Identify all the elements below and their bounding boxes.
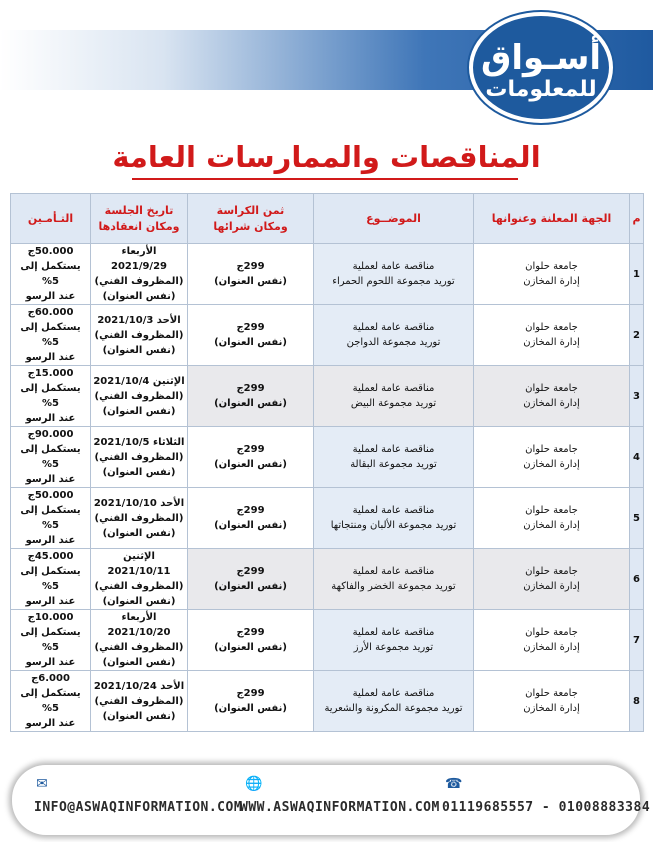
price-place: (نفس العنوان) xyxy=(214,581,287,592)
session-date3: (المظروف الفني) xyxy=(94,276,184,287)
insurance-when: عند الرسو xyxy=(25,596,76,607)
header-num: م xyxy=(630,194,644,244)
insurance-note: يستكمل إلى 5% xyxy=(20,627,81,653)
session-date4: (نفس العنوان) xyxy=(102,527,176,539)
session-date2: 2021/10/11 xyxy=(107,566,171,577)
table-row xyxy=(11,671,644,732)
price-value: 299ج xyxy=(236,566,265,577)
row-price xyxy=(188,305,314,366)
subject-type: مناقصة عامة لعملية xyxy=(352,383,435,394)
price-value: 299ج xyxy=(236,383,265,394)
subject-type: مناقصة عامة لعملية xyxy=(352,566,435,577)
entity-name: جامعة حلوان xyxy=(525,566,578,577)
entity-department: إدارة المخازن xyxy=(523,581,580,592)
row-subject xyxy=(314,427,474,488)
entity-name: جامعة حلوان xyxy=(525,444,578,455)
row-number: 6 xyxy=(630,549,644,610)
insurance-amount: 6.000ج xyxy=(31,673,70,684)
session-date4: (نفس العنوان) xyxy=(102,405,176,417)
row-number: 1 xyxy=(630,244,644,305)
row-entity xyxy=(474,427,630,488)
row-subject xyxy=(314,549,474,610)
price-value: 299ج xyxy=(236,627,265,638)
session-date4: (نفس العنوان) xyxy=(102,344,176,356)
row-session-date xyxy=(91,305,188,366)
row-subject xyxy=(314,610,474,671)
subject-detail: توريد مجموعة الدواجن xyxy=(346,337,441,348)
row-entity xyxy=(474,366,630,427)
row-insurance xyxy=(11,610,91,671)
insurance-when: عند الرسو xyxy=(25,413,76,424)
session-date1: الإثنين xyxy=(123,551,155,562)
row-price xyxy=(188,671,314,732)
row-entity xyxy=(474,610,630,671)
subject-type: مناقصة عامة لعملية xyxy=(352,627,435,638)
row-session-date xyxy=(91,366,188,427)
session-date3: (المظروف الفني) xyxy=(94,695,184,707)
entity-name: جامعة حلوان xyxy=(525,688,578,699)
row-session-date xyxy=(91,244,188,305)
insurance-amount: 50.000ج xyxy=(27,246,74,257)
logo-line1: أسـواق xyxy=(480,38,602,78)
session-date4: (نفس العنوان) xyxy=(102,710,176,722)
session-date3: (المظروف الفني) xyxy=(94,329,184,341)
header-price xyxy=(188,194,314,244)
insurance-amount: 90.000ج xyxy=(27,429,74,440)
header-date-line2: ومكان انعقادها xyxy=(98,219,180,233)
session-date4: (نفس العنوان) xyxy=(102,596,176,607)
row-price xyxy=(188,488,314,549)
price-place: (نفس العنوان) xyxy=(214,459,287,470)
header-date xyxy=(91,194,188,244)
subject-type: مناقصة عامة لعملية xyxy=(352,688,435,699)
insurance-when: عند الرسو xyxy=(25,535,76,546)
insurance-note: يستكمل إلى 5% xyxy=(20,444,81,470)
table-row xyxy=(11,549,644,610)
row-insurance xyxy=(11,427,91,488)
subject-detail: توريد مجموعة الألبان ومنتجاتها xyxy=(330,520,457,531)
page-title: المناقصات والممارسات العامة xyxy=(112,140,541,174)
row-price xyxy=(188,366,314,427)
insurance-when: عند الرسو xyxy=(25,657,76,668)
row-price xyxy=(188,549,314,610)
contact-footer xyxy=(12,765,651,835)
row-price xyxy=(188,610,314,671)
entity-name: جامعة حلوان xyxy=(525,627,578,638)
header-price-line2: ومكان شرائها xyxy=(213,219,288,233)
insurance-note: يستكمل إلى 5% xyxy=(20,688,81,714)
insurance-note: يستكمل إلى 5% xyxy=(20,383,81,409)
session-date3: (المظروف الفني) xyxy=(94,512,184,524)
table-row xyxy=(11,488,644,549)
price-place: (نفس العنوان) xyxy=(214,642,287,653)
session-date4: (نفس العنوان) xyxy=(102,657,176,668)
header-entity: الجهة المعلنة وعنوانها xyxy=(474,194,630,244)
row-insurance xyxy=(11,671,91,732)
subject-type: مناقصة عامة لعملية xyxy=(352,505,435,516)
row-subject xyxy=(314,488,474,549)
insurance-amount: 50.000ج xyxy=(27,490,74,501)
price-value: 299ج xyxy=(236,505,265,516)
session-date1: الإثنين 2021/10/4 xyxy=(93,375,185,387)
entity-department: إدارة المخازن xyxy=(523,703,580,714)
session-date1: الأحد 2021/10/24 xyxy=(93,680,185,692)
session-date4: (نفس العنوان) xyxy=(102,291,176,302)
brand-logo xyxy=(469,12,613,123)
row-entity xyxy=(474,305,630,366)
price-place: (نفس العنوان) xyxy=(214,276,287,287)
row-session-date xyxy=(91,610,188,671)
session-date1: الأربعاء xyxy=(121,612,157,623)
header-subject: الموضــوع xyxy=(314,194,474,244)
insurance-when: عند الرسو xyxy=(25,718,76,729)
row-session-date xyxy=(91,671,188,732)
row-number: 8 xyxy=(630,671,644,732)
subject-type: مناقصة عامة لعملية xyxy=(352,322,435,333)
table-header-row xyxy=(11,194,644,244)
row-price xyxy=(188,427,314,488)
insurance-amount: 15.000ج xyxy=(27,368,74,379)
table-row xyxy=(11,427,644,488)
session-date1: الثلاثاء 2021/10/5 xyxy=(93,436,185,448)
footer-website[interactable]: WWW.ASWAQINFORMATION.COM xyxy=(240,800,440,815)
row-entity xyxy=(474,549,630,610)
price-place: (نفس العنوان) xyxy=(214,337,287,348)
entity-department: إدارة المخازن xyxy=(523,642,580,653)
table-row xyxy=(11,244,644,305)
header-insurance: التـأمـين xyxy=(11,194,91,244)
row-insurance xyxy=(11,549,91,610)
row-session-date xyxy=(91,549,188,610)
price-place: (نفس العنوان) xyxy=(214,398,287,409)
price-value: 299ج xyxy=(236,261,265,272)
entity-name: جامعة حلوان xyxy=(525,322,578,333)
row-subject xyxy=(314,305,474,366)
insurance-amount: 60.000ج xyxy=(27,307,74,318)
insurance-when: عند الرسو xyxy=(25,474,76,485)
globe-icon: 🌐 xyxy=(245,776,263,792)
price-value: 299ج xyxy=(236,444,265,455)
price-place: (نفس العنوان) xyxy=(214,703,287,714)
session-date1: الأربعاء xyxy=(121,246,157,257)
subject-detail: توريد مجموعة الأرز xyxy=(353,642,434,653)
session-date3: (المظروف الفني) xyxy=(94,451,184,463)
table-row xyxy=(11,305,644,366)
insurance-when: عند الرسو xyxy=(25,352,76,363)
header-date-line1: تاريخ الجلسة xyxy=(104,203,174,217)
row-subject xyxy=(314,671,474,732)
price-value: 299ج xyxy=(236,688,265,699)
row-subject xyxy=(314,244,474,305)
phone-icon: ☎ xyxy=(445,776,463,792)
row-session-date xyxy=(91,488,188,549)
row-number: 2 xyxy=(630,305,644,366)
row-entity xyxy=(474,488,630,549)
tenders-table xyxy=(10,193,644,732)
row-number: 4 xyxy=(630,427,644,488)
insurance-note: يستكمل إلى 5% xyxy=(20,322,81,348)
subject-type: مناقصة عامة لعملية xyxy=(352,261,435,272)
envelope-icon: ✉ xyxy=(36,776,48,792)
insurance-note: يستكمل إلى 5% xyxy=(20,505,81,531)
row-number: 3 xyxy=(630,366,644,427)
footer-phones: 01119685557 - 01008883384 xyxy=(442,800,651,815)
row-insurance xyxy=(11,244,91,305)
subject-detail: توريد مجموعة المكرونة والشعرية xyxy=(324,703,463,714)
subject-detail: توريد مجموعة اللحوم الحمراء xyxy=(332,276,455,287)
row-entity xyxy=(474,671,630,732)
footer-email[interactable]: INFO@ASWAQINFORMATION.COM xyxy=(34,800,243,815)
subject-detail: توريد مجموعة الخضر والفاكهة xyxy=(331,581,456,592)
row-price xyxy=(188,244,314,305)
session-date1: الأحد 2021/10/3 xyxy=(97,314,181,326)
entity-department: إدارة المخازن xyxy=(523,337,580,348)
session-date1: الأحد 2021/10/10 xyxy=(93,497,185,509)
subject-detail: توريد مجموعة البيض xyxy=(350,398,437,409)
entity-department: إدارة المخازن xyxy=(523,459,580,470)
entity-department: إدارة المخازن xyxy=(523,520,580,531)
logo-line2: للمعلومات xyxy=(485,77,597,102)
session-date4: (نفس العنوان) xyxy=(102,466,176,478)
insurance-note: يستكمل إلى 5% xyxy=(20,566,81,592)
entity-name: جامعة حلوان xyxy=(525,505,578,516)
insurance-amount: 45.000ج xyxy=(27,551,74,562)
row-number: 5 xyxy=(630,488,644,549)
row-insurance xyxy=(11,305,91,366)
entity-department: إدارة المخازن xyxy=(523,398,580,409)
row-entity xyxy=(474,244,630,305)
title-underline xyxy=(132,178,518,180)
entity-department: إدارة المخازن xyxy=(523,276,580,287)
subject-type: مناقصة عامة لعملية xyxy=(352,444,435,455)
session-date3: (المظروف الفني) xyxy=(94,581,184,592)
session-date3: (المظروف الفني) xyxy=(94,642,184,653)
insurance-note: يستكمل إلى 5% xyxy=(20,261,81,287)
table-row xyxy=(11,610,644,671)
row-insurance xyxy=(11,366,91,427)
row-insurance xyxy=(11,488,91,549)
subject-detail: توريد مجموعة البقالة xyxy=(350,459,437,470)
entity-name: جامعة حلوان xyxy=(525,383,578,394)
session-date2: 2021/10/20 xyxy=(107,627,171,638)
row-subject xyxy=(314,366,474,427)
entity-name: جامعة حلوان xyxy=(525,261,578,272)
row-number: 7 xyxy=(630,610,644,671)
insurance-amount: 10.000ج xyxy=(27,612,74,623)
price-place: (نفس العنوان) xyxy=(214,520,287,531)
table-row xyxy=(11,366,644,427)
row-session-date xyxy=(91,427,188,488)
header-price-line1: ثمن الكراسة xyxy=(216,203,285,217)
insurance-when: عند الرسو xyxy=(25,291,76,302)
price-value: 299ج xyxy=(236,322,265,333)
session-date3: (المظروف الفني) xyxy=(94,390,184,402)
session-date2: 2021/9/29 xyxy=(110,261,167,272)
